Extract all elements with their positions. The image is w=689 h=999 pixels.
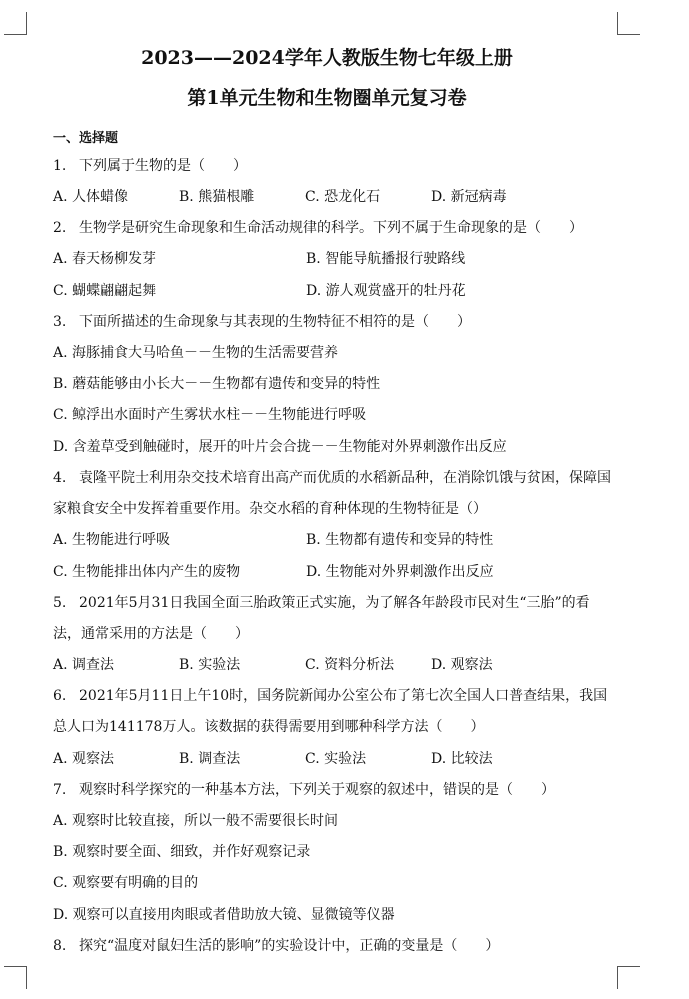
page-subtitle: 第1单元生物和生物圈单元复习卷 <box>187 87 467 109</box>
question-number: 5. <box>53 595 67 611</box>
question-number: 4. <box>53 470 67 486</box>
option-a: A. 观察时比较直接，所以一般不需要很长时间 <box>53 813 339 829</box>
option-d: D. 新冠病毒 <box>431 189 507 205</box>
section-heading: 一、选择题 <box>53 131 119 146</box>
option-a: A. 调查法 <box>53 657 115 673</box>
option-d: D. 观察法 <box>431 657 493 673</box>
question-4-options-row2 <box>53 562 623 582</box>
question-number: 7. <box>53 782 67 798</box>
option-b: B. 熊猫根雕 <box>179 189 255 205</box>
question-5-continued: 法，通常采用的方法是（ ） <box>53 626 249 642</box>
question-6-options <box>53 749 623 769</box>
question-text: 2021年5月31日我国全面三胎政策正式实施，为了解各年龄段市民对生“三胎”的看 <box>79 595 590 611</box>
corner-mark-bottom-right <box>617 966 640 989</box>
option-a: A. 海豚捕食大马哈鱼－－生物的生活需要营养 <box>53 345 339 361</box>
question-number: 8. <box>53 938 67 954</box>
question-1-options <box>53 187 623 207</box>
option-a: A. 生物能进行呼吸 <box>53 532 171 548</box>
question-number: 6. <box>53 688 67 704</box>
question-text: 下列属于生物的是（ ） <box>79 158 247 174</box>
question-2-options-row2 <box>53 281 623 301</box>
question-text: 袁隆平院士利用杂交技术培育出高产而优质的水稻新品种，在消除饥饿与贫困，保障国 <box>79 470 611 486</box>
option-b: B. 调查法 <box>179 751 241 767</box>
question-6 <box>53 686 623 706</box>
option-a: A. 观察法 <box>53 751 115 767</box>
question-text: 下面所描述的生命现象与其表现的生物特征不相符的是（ ） <box>79 314 471 330</box>
option-b: B. 蘑菇能够由小长大－－生物都有遗传和变异的特性 <box>53 376 381 392</box>
question-4 <box>53 468 623 488</box>
question-4-continued: 家粮食安全中发挥着重要作用。杂交水稻的育种体现的生物特征是（） <box>53 501 487 517</box>
question-8 <box>53 936 623 956</box>
corner-mark-top-right <box>617 12 640 35</box>
option-c: C. 恐龙化石 <box>305 189 381 205</box>
option-b: B. 观察时要全面、细致，并作好观察记录 <box>53 844 311 860</box>
option-c: C. 生物能排出体内产生的废物 <box>53 564 241 580</box>
question-number: 3. <box>53 314 67 330</box>
option-d: D. 游人观赏盛开的牡丹花 <box>306 283 466 299</box>
option-c: C. 实验法 <box>305 751 367 767</box>
question-number: 1. <box>53 158 67 174</box>
option-d: D. 生物能对外界刺激作出反应 <box>306 564 494 580</box>
question-5-options <box>53 655 623 675</box>
option-d: D. 观察可以直接用肉眼或者借助放大镜、显微镜等仪器 <box>53 907 395 923</box>
question-text: 2021年5月11日上午10时，国务院新闻办公室公布了第七次全国人口普查结果，我国 <box>79 688 608 704</box>
question-2-options-row1 <box>53 249 623 269</box>
question-number: 2. <box>53 220 67 236</box>
option-c: C. 资料分析法 <box>305 657 395 673</box>
corner-mark-top-left <box>4 12 27 35</box>
option-c: C. 蝴蝶翩翩起舞 <box>53 283 157 299</box>
option-c: C. 观察要有明确的目的 <box>53 875 199 891</box>
corner-mark-bottom-left <box>4 966 27 989</box>
option-a: A. 人体蜡像 <box>53 189 129 205</box>
question-3 <box>53 312 623 332</box>
option-c: C. 鲸浮出水面时产生雾状水柱－－生物能进行呼吸 <box>53 407 367 423</box>
question-4-options-row1 <box>53 530 623 550</box>
page-title: 2023——2024学年人教版生物七年级上册 <box>141 47 513 69</box>
question-1 <box>53 156 623 176</box>
question-5 <box>53 593 623 613</box>
option-d: D. 比较法 <box>431 751 493 767</box>
option-b: B. 实验法 <box>179 657 241 673</box>
question-text: 探究“温度对鼠妇生活的影响”的实验设计中，正确的变量是（ ） <box>79 938 500 954</box>
option-d: D. 含羞草受到触碰时，展开的叶片会合拢－－生物能对外界刺激作出反应 <box>53 439 507 455</box>
question-7 <box>53 780 623 800</box>
question-text: 观察时科学探究的一种基本方法，下列关于观察的叙述中，错误的是（ ） <box>79 782 555 798</box>
question-text: 生物学是研究生命现象和生命活动规律的科学。下列不属于生命现象的是（ ） <box>79 220 583 236</box>
question-2 <box>53 218 623 238</box>
option-a: A. 春天杨柳发芽 <box>53 251 157 267</box>
option-b: B. 智能导航播报行驶路线 <box>306 251 466 267</box>
option-b: B. 生物都有遗传和变异的特性 <box>306 532 494 548</box>
question-6-continued: 总人口为141178万人。该数据的获得需要用到哪种科学方法（ ） <box>53 719 485 735</box>
